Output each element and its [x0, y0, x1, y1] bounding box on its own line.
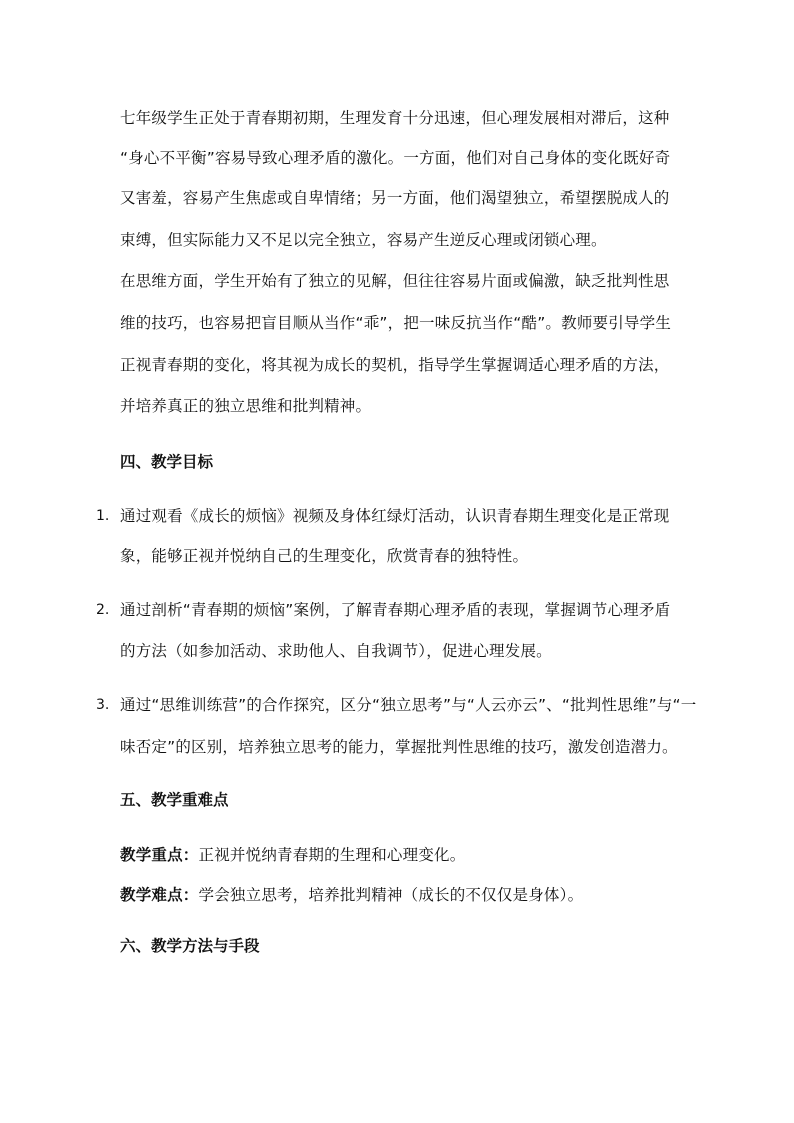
paragraph-line: 又害羞，容易产生焦虑或自卑情绪；另一方面，他们渴望独立，希望摆脱成人的 — [120, 189, 670, 207]
difficult-point-line — [120, 885, 583, 905]
list-item-line: 象，能够正视并悦纳自己的生理变化，欣赏青春的独特性。 — [120, 547, 529, 565]
list-item-line: 味否定”的区别，培养独立思考的能力，掌握批判性思维的技巧，激发创造潜力。 — [120, 738, 678, 756]
paragraph-line: “身心不平衡”容易导致心理矛盾的激化。一方面，他们对自己身体的变化既好奇 — [120, 149, 671, 167]
section-heading-key-points: 五、教学重难点 — [120, 791, 229, 809]
section-heading-methods: 六、教学方法与手段 — [120, 937, 260, 955]
list-item-line: 通过“思维训练营”的合作探究，区分“独立思考”与“人云亦云”、“批判性思维”与“一 — [120, 696, 697, 714]
difficult-point-text: 学会独立思考，培养批判精神（成长的不仅仅是身体）。 — [198, 886, 584, 904]
paragraph-line: 在思维方面，学生开始有了独立的见解，但往往容易片面或偏激，缺乏批判性思 — [120, 272, 670, 290]
paragraph-line: 维的技巧，也容易把盲目顺从当作“乖”，把一味反抗当作“酷”。教师要引导学生 — [120, 314, 672, 332]
difficult-point-label: 教学难点： — [120, 886, 199, 904]
paragraph-line: 正视青春期的变化，将其视为成长的契机，指导学生掌握调适心理矛盾的方法， — [120, 356, 670, 374]
key-point-line — [120, 845, 465, 865]
list-item-number: 3. — [96, 697, 110, 713]
section-heading-objectives: 四、教学目标 — [120, 453, 214, 471]
paragraph-line: 束缚，但实际能力又不足以完全独立，容易产生逆反心理或闭锁心理。 — [120, 231, 607, 249]
list-item-number: 1. — [96, 508, 110, 524]
key-point-text: 正视并悦纳青春期的生理和心理变化。 — [198, 846, 466, 864]
paragraph-line: 并培养真正的独立思维和批判精神。 — [120, 397, 372, 415]
list-item-number: 2. — [96, 602, 110, 618]
list-item-line: 的方法（如参加活动、求助他人、自我调节），促进心理发展。 — [120, 642, 552, 660]
paragraph-line: 七年级学生正处于青春期初期，生理发育十分迅速，但心理发展相对滞后，这种 — [120, 109, 670, 127]
list-item-line: 通过剖析“青春期的烦恼”案例，了解青春期心理矛盾的表现，掌握调节心理矛盾 — [120, 601, 671, 619]
list-item-line: 通过观看《成长的烦恼》视频及身体红绿灯活动，认识青春期生理变化是正常现 — [120, 507, 670, 525]
key-point-label: 教学重点： — [120, 846, 199, 864]
